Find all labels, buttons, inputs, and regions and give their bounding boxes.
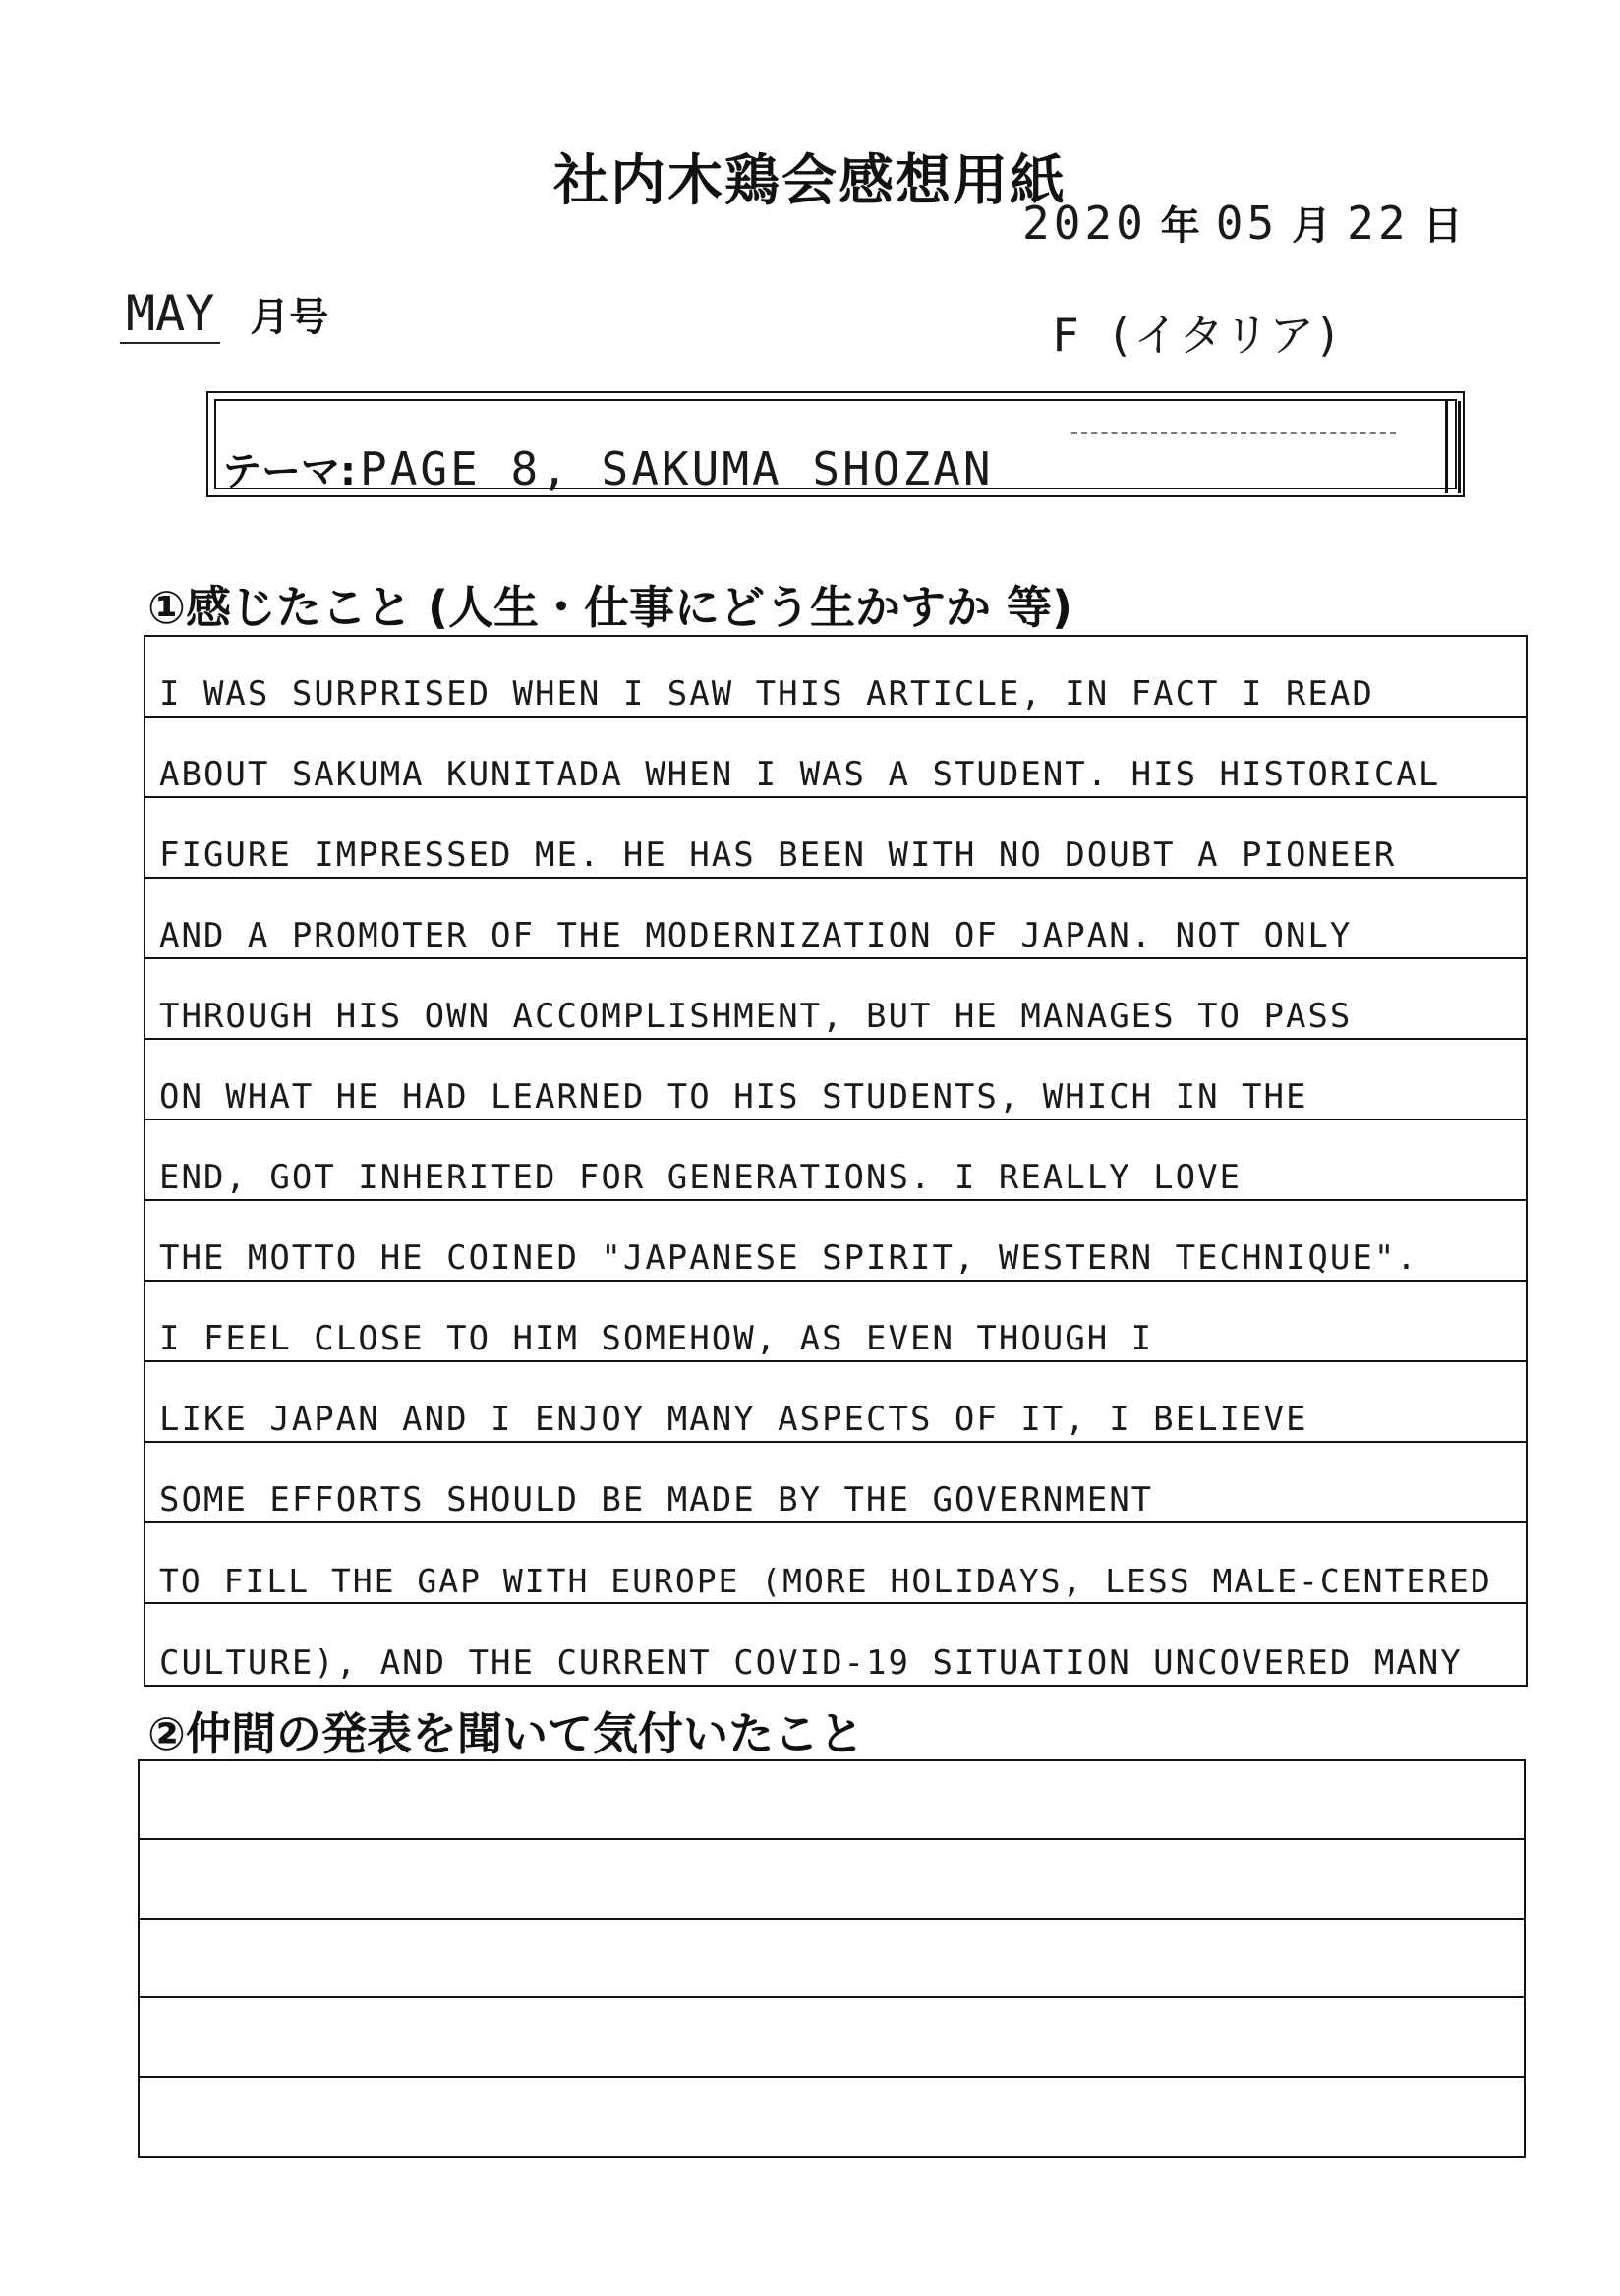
ruled-line	[140, 1840, 1524, 1919]
ruled-line	[145, 959, 1526, 1040]
ruled-line	[145, 1604, 1526, 1685]
date-day: 22	[1347, 197, 1410, 250]
ruled-line	[140, 2078, 1524, 2156]
issue-unit: 月号	[250, 295, 329, 340]
form-title: 社内木鶏会感想用紙	[553, 149, 1067, 213]
section2-lines	[138, 1759, 1526, 2158]
handwritten-line: THROUGH HIS OWN ACCOMPLISHMENT, BUT HE MANAGES TO PASS	[159, 997, 1353, 1036]
date-month: 05	[1215, 197, 1279, 250]
ruled-line	[145, 1443, 1526, 1523]
date-field	[1022, 195, 1478, 251]
handwritten-line: I FEEL CLOSE TO HIM SOMEHOW, AS EVEN THOUGH I	[159, 1319, 1154, 1358]
ruled-line	[145, 1282, 1526, 1362]
ruled-line	[140, 1920, 1524, 1998]
ruled-line	[140, 1998, 1524, 2077]
section1-lines	[144, 635, 1528, 1687]
date-month-unit: 月	[1292, 203, 1332, 249]
name-field: F (イタリア)	[1052, 309, 1342, 362]
handwritten-line: END, GOT INHERITED FOR GENERATIONS. I REALLY LOVE	[159, 1158, 1243, 1197]
ruled-line	[145, 718, 1526, 798]
handwritten-line: CULTURE), AND THE CURRENT COVID-19 SITUATION UNCOVERED MANY	[159, 1643, 1463, 1683]
handwritten-line: TO FILL THE GAP WITH EUROPE (MORE HOLIDAYS, LESS MALE-CENTERED	[159, 1562, 1492, 1600]
handwritten-line: AND A PROMOTER OF THE MODERNIZATION OF JAPAN. NOT ONLY	[159, 916, 1353, 955]
handwritten-line: ON WHAT HE HAD LEARNED TO HIS STUDENTS, WHICH IN THE	[159, 1077, 1308, 1117]
handwritten-line: ABOUT SAKUMA KUNITADA WHEN I WAS A STUDENT. HIS HISTORICAL	[159, 755, 1441, 794]
ruled-line	[145, 1120, 1526, 1201]
date-year: 2020	[1022, 197, 1147, 250]
date-year-unit: 年	[1160, 203, 1200, 249]
ruled-line	[145, 798, 1526, 879]
date-day-unit: 日	[1422, 203, 1463, 249]
handwritten-line: THE MOTTO HE COINED "JAPANESE SPIRIT, WESTERN TECHNIQUE".	[159, 1238, 1418, 1278]
handwritten-line: LIKE JAPAN AND I ENJOY MANY ASPECTS OF IT, I BELIEVE	[159, 1400, 1308, 1439]
ruled-line	[140, 1761, 1524, 1840]
ruled-line	[145, 1362, 1526, 1443]
issue-field	[120, 285, 328, 342]
theme-label: テーマ:	[222, 449, 356, 494]
handwritten-line: FIGURE IMPRESSED ME. HE HAS BEEN WITH NO DOUBT A PIONEER	[159, 835, 1397, 875]
theme-written: PAGE 8, SAKUMA SHOZAN	[360, 442, 994, 495]
section1-heading: ①感じたこと (人生・仕事にどう生かすか 等)	[147, 581, 1073, 634]
issue-month: MAY	[120, 285, 220, 344]
ruled-line	[145, 637, 1526, 718]
ruled-line	[145, 1201, 1526, 1282]
ruled-line	[145, 1523, 1526, 1604]
ruled-line	[145, 1040, 1526, 1120]
handwritten-line: I WAS SURPRISED WHEN I SAW THIS ARTICLE, IN FACT I READ	[159, 674, 1374, 714]
ruled-line	[145, 879, 1526, 959]
handwritten-line: SOME EFFORTS SHOULD BE MADE BY THE GOVERNMENT	[159, 1480, 1154, 1520]
section2-heading: ②仲間の発表を聞いて気付いたこと	[147, 1707, 864, 1760]
theme-box-edge	[1445, 401, 1461, 493]
theme-field	[222, 440, 994, 496]
